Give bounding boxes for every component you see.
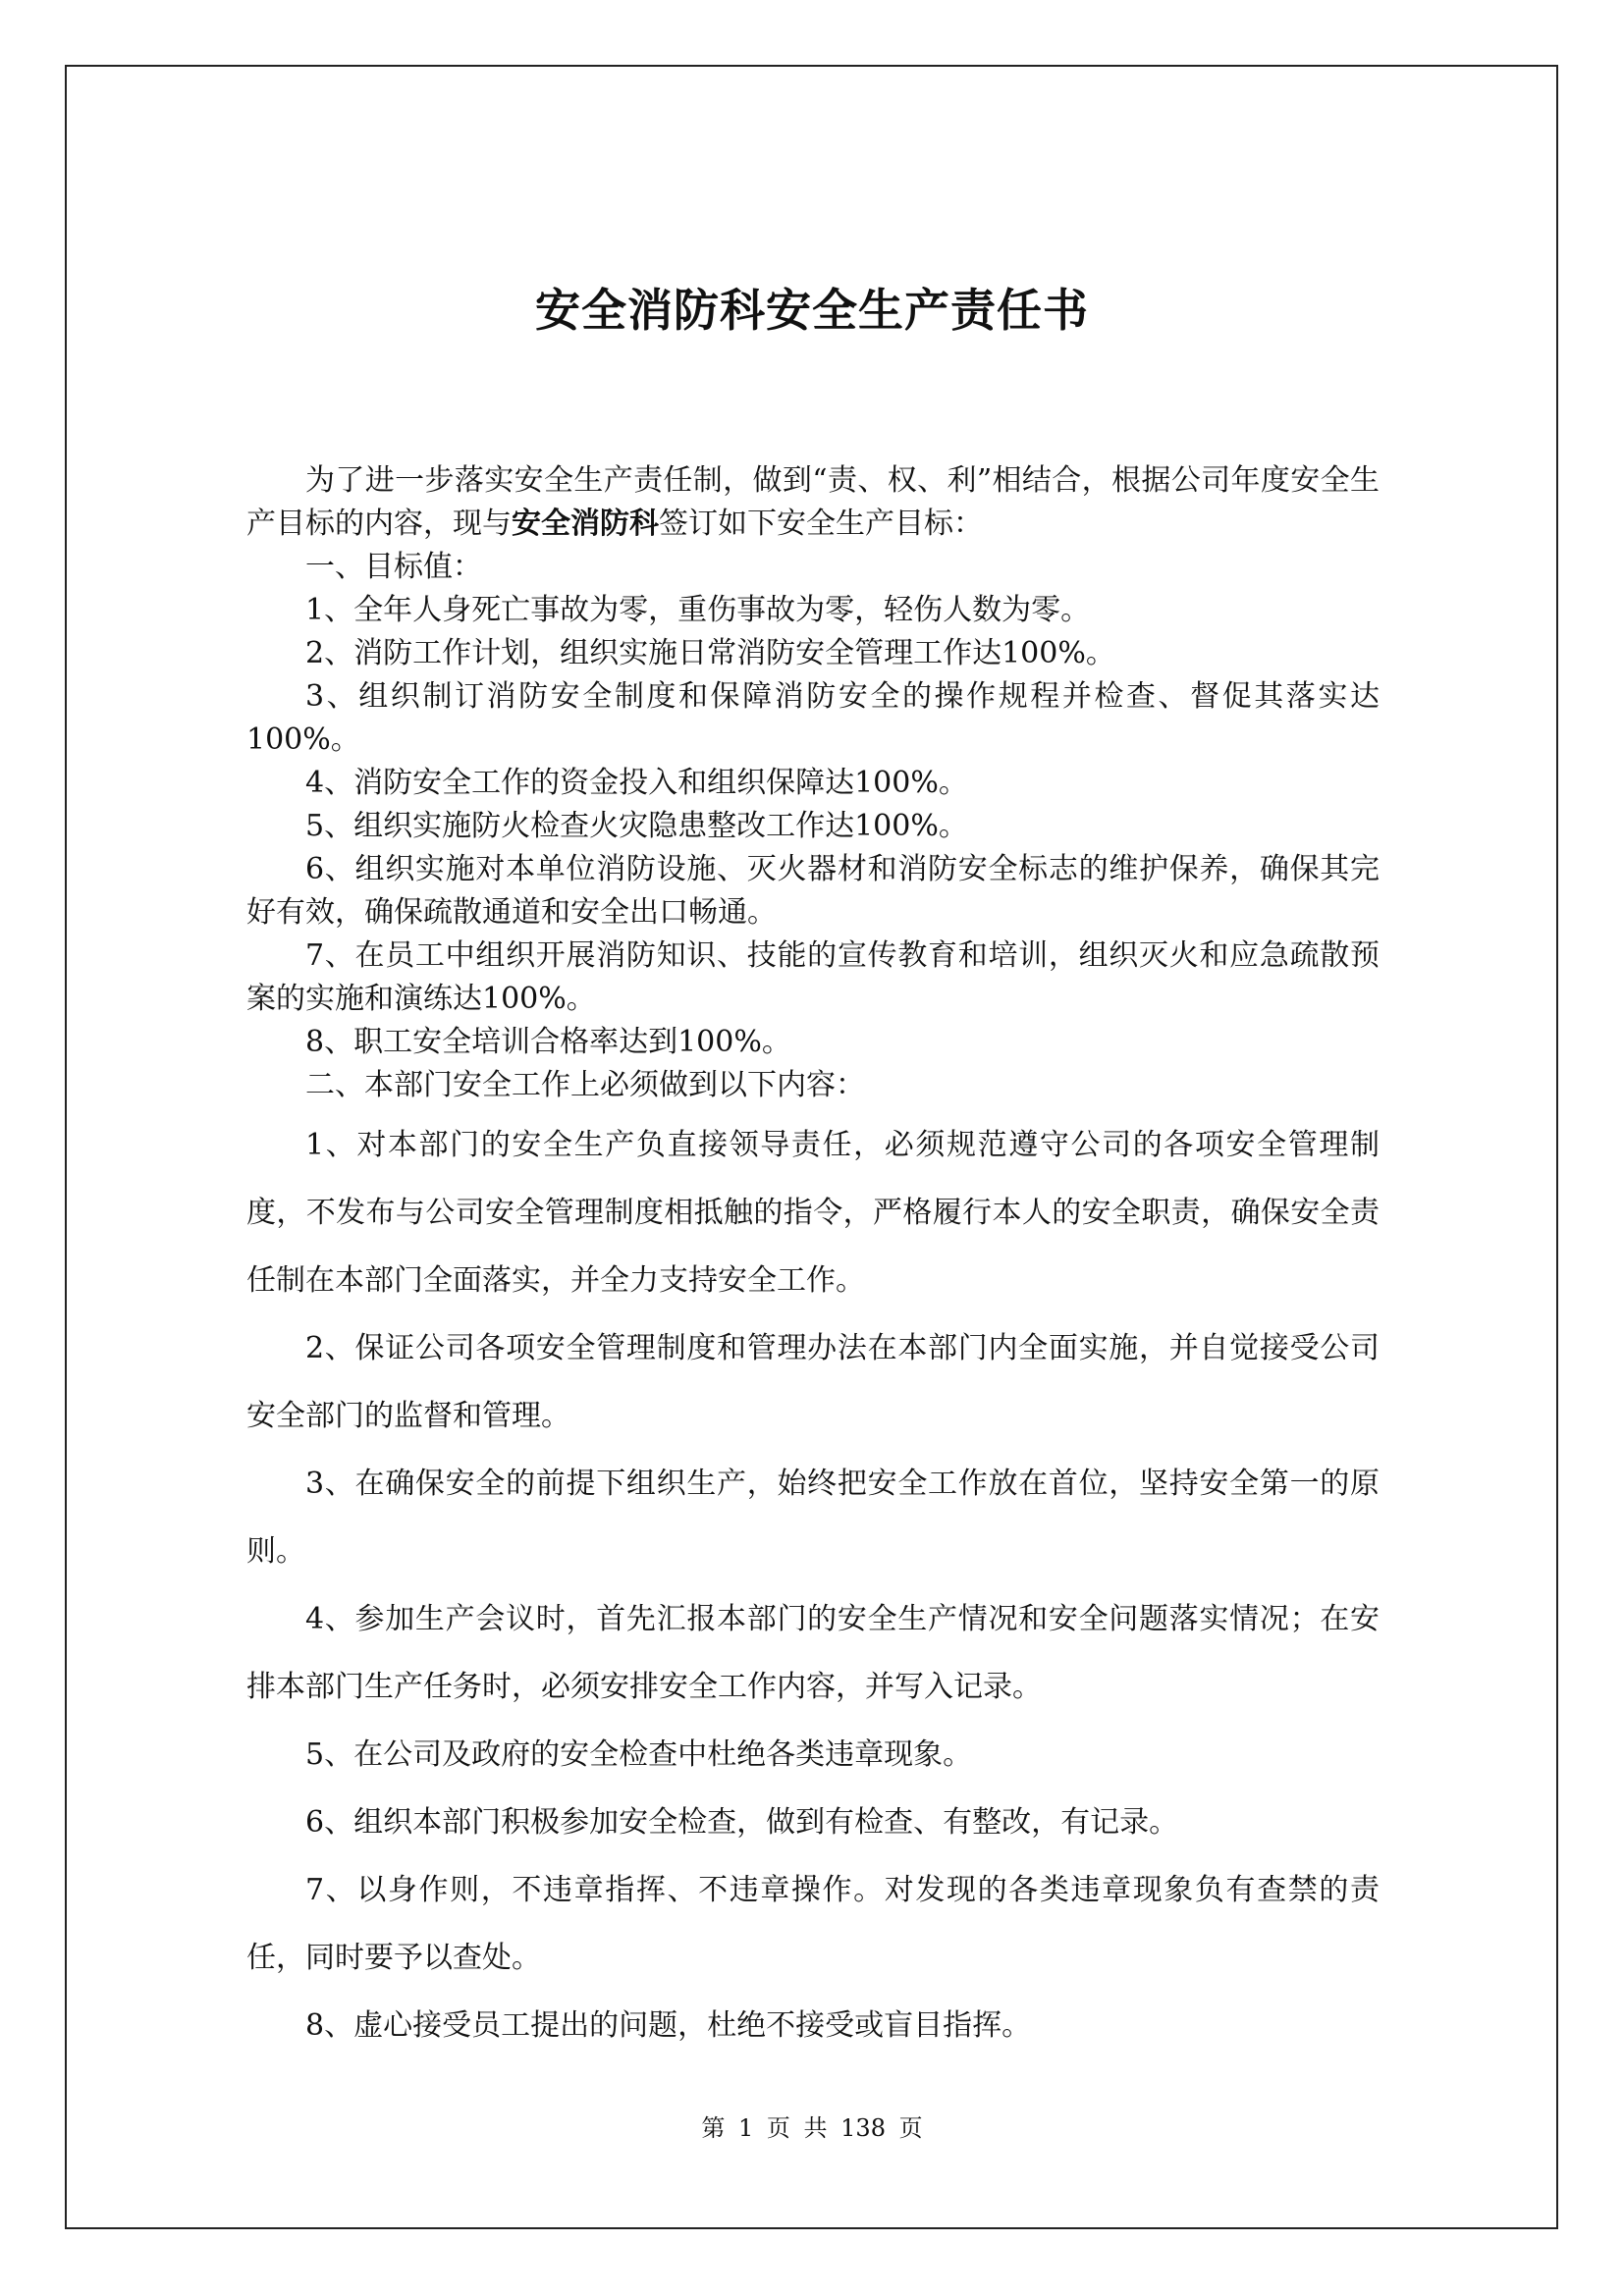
requirement-item: 6、组织本部门积极参加安全检查，做到有检查、有整改，有记录。 [305, 1805, 1179, 1840]
target-item: 7、在员工中组织开展消防知识、技能的宣传教育和培训，组织灭火和应急疏散预案的实施和演练达100%。 [246, 938, 1380, 1016]
requirement-item: 8、虚心接受员工提出的问题，杜绝不接受或盲目指挥。 [305, 2008, 1032, 2043]
department-name: 安全消防科 [512, 507, 659, 541]
document-body [246, 459, 1380, 2059]
requirement-item: 2、保证公司各项安全管理制度和管理办法在本部门内全面实施，并自觉接受公司安全部门的监督和管理。 [246, 1331, 1380, 1433]
document-title: 安全消防科安全生产责任书 [535, 284, 1089, 337]
target-item: 6、组织实施对本单位消防设施、灭火器材和消防安全标志的维护保养，确保其完好有效，确保疏散通道和安全出口畅通。 [246, 852, 1380, 930]
target-item: 4、消防安全工作的资金投入和组织保障达100%。 [305, 766, 968, 800]
page-number-footer: 第 1 页 共 138 页 [701, 2114, 923, 2142]
target-item: 3、组织制订消防安全制度和保障消防安全的操作规程并检查、督促其落实达100%。 [246, 679, 1380, 757]
requirement-item: 4、参加生产会议时，首先汇报本部门的安全生产情况和安全问题落实情况；在安排本部门生产任务时，必须安排安全工作内容，并写入记录。 [246, 1602, 1380, 1704]
requirement-item: 3、在确保安全的前提下组织生产，始终把安全工作放在首位，坚持安全第一的原则。 [246, 1467, 1380, 1569]
target-item: 1、全年人身死亡事故为零，重伤事故为零，轻伤人数为零。 [305, 593, 1091, 627]
target-item: 5、组织实施防火检查火灾隐患整改工作达100%。 [305, 809, 968, 843]
section-heading-targets: 一、目标值： [305, 550, 482, 584]
intro-text-after: 签订如下安全生产目标： [659, 507, 983, 541]
target-item: 2、消防工作计划，组织实施日常消防安全管理工作达100%。 [305, 636, 1115, 670]
requirements-block [246, 1111, 1380, 2059]
requirement-item: 1、对本部门的安全生产负直接领导责任，必须规范遵守公司的各项安全管理制度，不发布与公司安全管理制度相抵触的指令，严格履行本人的安全职责，确保安全责任制在本部门全面落实，并全力支持安全工作。 [246, 1128, 1380, 1298]
requirement-item: 7、以身作则，不违章指挥、不违章操作。对发现的各类违章现象负有查禁的责任，同时要予以查处。 [246, 1873, 1380, 1975]
requirement-item: 5、在公司及政府的安全检查中杜绝各类违章现象。 [305, 1737, 973, 1772]
target-item: 8、职工安全培训合格率达到100%。 [305, 1025, 791, 1059]
intro-text-before: 为了进一步落实安全生产责任制，做到“责、权、利”相结合，根据公司年度安全生产目标的内容，现与 [246, 463, 1380, 541]
intro-paragraph [246, 459, 1380, 546]
goals-block [246, 459, 1380, 1107]
section-heading-requirements: 二、本部门安全工作上必须做到以下内容： [305, 1068, 865, 1102]
